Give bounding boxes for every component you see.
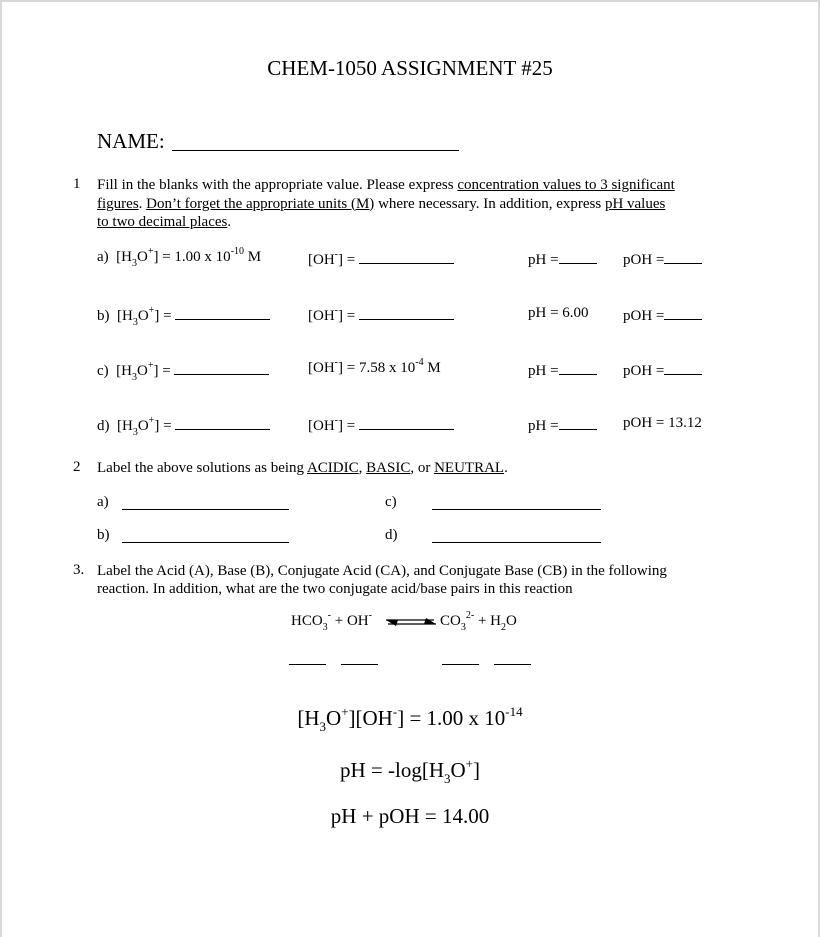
oh-value: = [346, 308, 356, 324]
oh-value: = 7.58 x 10 [346, 360, 416, 376]
q1-underline-ph: pH values [604, 195, 666, 212]
q1-underline-sig-figs: concentration values to 3 significant [457, 177, 675, 193]
reaction-products [440, 610, 517, 633]
sum-equation: pH + pOH = 14.00 [330, 804, 490, 828]
poh-label: pOH = [623, 308, 665, 324]
water-o: O [505, 613, 517, 629]
ph-blank[interactable] [559, 360, 597, 375]
poh-label: pOH = [623, 252, 665, 268]
reaction-reactants [291, 610, 372, 633]
row-label: a) [97, 249, 109, 265]
ph-blank[interactable] [559, 415, 597, 430]
q1-underline-units: Don’t forget the appropriate units (M) [146, 195, 375, 212]
subscript: 2 [500, 622, 506, 633]
ph-blank[interactable] [559, 249, 597, 264]
row-d-ph [528, 415, 597, 435]
q2-neutral: NEUTRAL [434, 460, 505, 476]
kw-equation [0, 704, 820, 735]
row-label: d) [97, 418, 110, 434]
eq-part: pH = -log[H [339, 758, 444, 782]
row-a-poh [623, 249, 702, 269]
q1-text-part: . [138, 195, 147, 212]
eq-part: [H [297, 706, 320, 730]
exponent: -10 [230, 246, 245, 257]
poh-label: pOH = [623, 363, 665, 379]
charge: - [327, 610, 332, 621]
exponent: -4 [415, 357, 424, 368]
subscript: 3 [322, 622, 328, 633]
carbonate: CO [440, 613, 461, 629]
row-a-oh: [OH-] = [308, 249, 454, 269]
q2-text-part: Label the above solutions as being [97, 460, 307, 476]
row-c-oh: [OH-] = 7.58 x $10^{-4}$ M [308, 357, 441, 376]
question-2-number: 2 [73, 459, 81, 475]
q2-label-c: c) [385, 494, 397, 510]
question-3-line-1: Label the Acid (A), Base (B), Conjugate Acid (CA), and Conjugate Base (CB) in the following [97, 563, 667, 579]
row-label: b) [97, 308, 110, 324]
question-3-number: 3. [73, 562, 85, 578]
row-a-ph [528, 249, 597, 269]
question-3-line-2: reaction. In addition, what are the two conjugate acid/base pairs in this reaction [97, 581, 573, 597]
water: + H [474, 613, 501, 629]
q2-label-a: a) [97, 494, 109, 510]
subscript: 3 [443, 771, 451, 787]
charge: + [341, 704, 349, 719]
h3o-value: = [163, 418, 172, 434]
eq-part: O [326, 706, 342, 730]
page-border-top [0, 0, 820, 2]
eq-part: ] [473, 758, 480, 782]
row-label: c) [97, 363, 109, 379]
page-border-left [0, 0, 2, 937]
unit: M [423, 360, 441, 376]
q1-underline-figures: figures [97, 195, 139, 212]
row-c-poh [623, 360, 702, 380]
page-title: CHEM-1050 ASSIGNMENT #25 [267, 56, 553, 80]
hydroxide: + OH [331, 613, 369, 629]
poh-value: pOH = 13.12 [623, 415, 702, 431]
poh-blank[interactable] [664, 360, 702, 375]
charge: - [368, 610, 372, 621]
subscript: 3 [460, 622, 466, 633]
charge: 2- [465, 610, 475, 621]
q2-end: . [504, 460, 508, 476]
row-b-ph [528, 305, 589, 322]
q1-text-part: Fill in the blanks with the appropriate value. Please express [97, 177, 458, 193]
ph-equation [0, 756, 820, 787]
row-c-ph [528, 360, 597, 380]
h3o-value: = [162, 363, 171, 379]
row-a-h3o: a) $[H_3O^+] = 1.00$ x $10^{-10}$ M [97, 246, 262, 269]
q2-sep: , or [410, 460, 435, 476]
eq-part: ] = 1.00 x 10 [397, 706, 506, 730]
question-2-text [97, 459, 508, 478]
ph-label: pH = [528, 252, 559, 268]
q1-text-part: . [227, 214, 232, 230]
ph-label: pH = [528, 363, 559, 379]
reaction-blank-2[interactable] [341, 664, 378, 665]
oh-blank[interactable] [359, 415, 454, 430]
unit: M [244, 249, 262, 265]
h3o-value: = 1.00 x 10 [162, 249, 231, 265]
q1-underline-decimals: to two decimal places [97, 214, 228, 230]
exponent: -14 [505, 704, 523, 719]
poh-blank[interactable] [664, 305, 702, 320]
h3o-blank[interactable] [175, 415, 270, 430]
q2-blank-b[interactable] [122, 542, 289, 543]
equilibrium-arrow-icon [384, 614, 438, 630]
subscript: 3 [319, 719, 327, 735]
poh-blank[interactable] [664, 249, 702, 264]
q2-blank-a[interactable] [122, 509, 289, 510]
reaction-blank-1[interactable] [289, 664, 326, 665]
eq-part: O [450, 758, 466, 782]
row-d-poh [623, 415, 702, 432]
question-1-text [97, 176, 722, 232]
row-d-oh: [OH-] = [308, 415, 454, 435]
ph-label: pH = [528, 418, 559, 434]
question-1-number: 1 [73, 176, 81, 192]
oh-value: = [346, 252, 356, 268]
oh-blank[interactable] [359, 249, 454, 264]
q2-label-d: d) [385, 527, 398, 543]
eq-part: ][OH [348, 706, 393, 730]
row-d-h3o: d) $[H_3O^+]$ = [97, 415, 270, 435]
q2-basic: BASIC [366, 460, 411, 476]
oh-blank[interactable] [359, 305, 454, 320]
q1-text-part: where necessary. In addition, express [374, 195, 605, 212]
h3o-blank[interactable] [174, 360, 269, 375]
oh-value: = [346, 418, 356, 434]
name-blank[interactable] [172, 150, 459, 151]
reaction-blank-3[interactable] [442, 664, 479, 665]
q2-sep: , [358, 460, 367, 476]
charge: + [465, 756, 473, 771]
bicarbonate: HCO [291, 613, 323, 629]
row-c-h3o: c) $[H_3O^+]$ = [97, 360, 269, 380]
ph-value: pH = 6.00 [528, 305, 589, 321]
q2-blank-c[interactable] [432, 509, 601, 510]
charge: - [392, 704, 398, 719]
q2-blank-d[interactable] [432, 542, 601, 543]
h3o-blank[interactable] [175, 305, 270, 320]
row-b-h3o: b) $[H_3O^+]$ = [97, 305, 270, 325]
row-b-oh: [OH-] = [308, 305, 454, 325]
h3o-value: = [163, 308, 172, 324]
q2-label-b: b) [97, 527, 110, 543]
reaction-blank-4[interactable] [494, 664, 531, 665]
q2-acidic: ACIDIC [306, 460, 359, 476]
row-b-poh [623, 305, 702, 325]
name-label: NAME: [97, 129, 165, 153]
